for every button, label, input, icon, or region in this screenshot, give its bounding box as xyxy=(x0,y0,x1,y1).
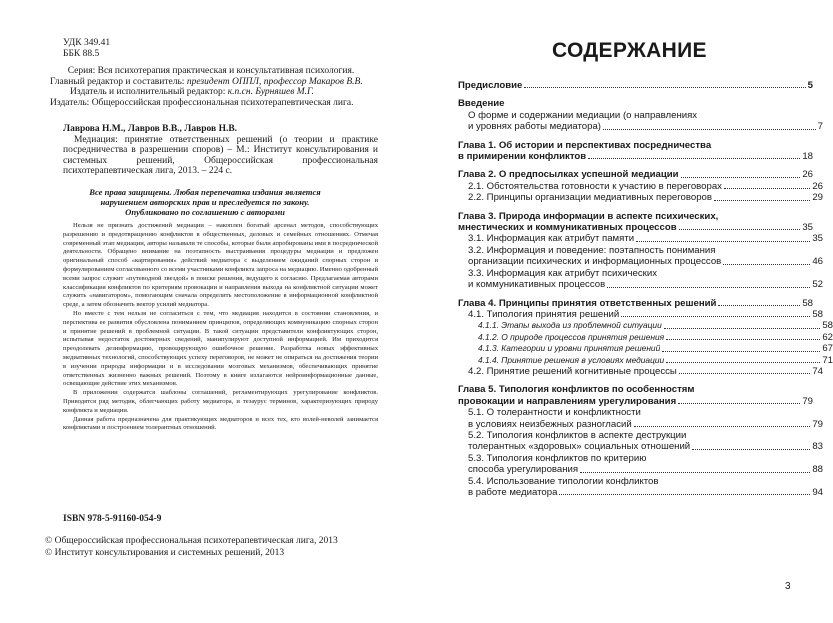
leader-dots xyxy=(662,351,820,352)
leader-dots xyxy=(714,200,810,201)
page-title: СОДЕРЖАНИЕ xyxy=(552,39,707,62)
abstract-paragraph: Данная работа предназначена для практикующих медиаторов и всех тех, кто волей-неволей занимается конфликтами и построением толерантных отношений. xyxy=(63,415,378,432)
toc-entry-chapter-4[interactable]: Глава 4. Принципы принятия ответственных решений 58 4.1. Типология принятия решений 58 4.1.1. Этапы выхода из проблемной ситуации 58 4.1.2. О природе процессов принятия решения 62 4.1.3. Категории и уровни принятия решений 67 4.1.4. Принятие решения в условиях медиации 71 4.2. Принятие решений когнитивные процессы 74 xyxy=(458,297,833,377)
toc-entry-chapter-3[interactable]: Глава 3. Природа информации в аспекте психических, мнестических и коммуникативных процессов 35 3.1. Информация как атрибут памяти 35 3.2. Информация и поведение: поэтапность понимания организации психических и информационных процессов 46 3.3. Информация как атрибут психических и коммуникативных процессов 52 xyxy=(458,210,823,291)
toc-entry-4-1-4[interactable]: 4.1.4. Принятие решения в условиях медиации 71 xyxy=(478,354,833,366)
leader-dots xyxy=(524,87,805,88)
chief-editor-line: Главный редактор и составитель: президент ОППЛ, профессор Макаров В.В. xyxy=(50,76,363,87)
leader-dots xyxy=(666,362,820,363)
leader-dots xyxy=(588,158,800,159)
leader-dots xyxy=(723,264,810,265)
toc-entry-chapter-2[interactable]: Глава 2. О предпосылках успешной медиации 26 2.1. Обстоятельства готовности к участию в переговорах 26 2.2. Принципы организации медиативных переговоров 29 xyxy=(458,169,823,204)
toc-entry-chapter-5[interactable]: Глава 5. Типология конфликтов по особенностям провокации и направлениям урегулирования 79 5.1. О толерантности и конфликтности в условиях неизбежных разногласий 79 5.2. Типология конфликтов в аспекте деструкции толерантных «здоровых» социальных отношений 83 5.3. Типология конфликтов по критерию способа урегулирования 88 5.4. Использование типологии конфликтов в работе медиатора 94 xyxy=(458,384,823,498)
toc-entry-5-2[interactable]: 5.2. Типология конфликтов в аспекте деструкции толерантных «здоровых» социальных отношений 83 xyxy=(468,429,823,453)
abstract-paragraph: Но вместе с тем нельзя не согласиться с тем, что медиация находится в состоянии становления, и перспектива ее развития обусловлена пониманием принципов, определяющих коммуникацию спорных сторон и принятие решений в проблемной ситуации. В такой ситуации представители конфликтующих сторон, испытывая недостаток достоверных сведений, манипулируют доступной информацией. Им приходится преодолевать дезинформацию, провоцирующую ошибочное решение. Разработка новых эффективных медиативных технологий, способствующих успеху переговоров, не может не опираться на достижения теории в изучении природы информации и в исследовании мозговых механизмов, обеспечивающих принятие ответственных жизненно важных решений. Поэтому в книге излагаются нейроинформационные данные, освещающие действие этих механизмов. xyxy=(63,309,378,388)
leader-dots xyxy=(607,287,810,288)
leader-dots xyxy=(724,188,810,189)
udk-code: УДК 349.41 xyxy=(63,38,111,48)
toc-entry-3-2[interactable]: 3.2. Информация и поведение: поэтапность понимания организации психических и информационных процессов 46 xyxy=(468,244,823,268)
toc-entry-4-1-3[interactable]: 4.1.3. Категории и уровни принятия решений 67 xyxy=(478,343,833,355)
toc-entry-chapter-1[interactable]: Глава 1. Об истории и перспективах посредничества в примирении конфликтов 18 xyxy=(458,139,813,163)
leader-dots xyxy=(718,305,800,306)
copyright: © Общероссийская профессиональная психотерапевтическая лига, 2013 © Институт консультирования и системных решений, 2013 xyxy=(45,536,338,558)
toc-entry-5-4[interactable]: 5.4. Использование типологии конфликтов в работе медиатора 94 xyxy=(468,475,823,498)
toc-entry-2-1[interactable]: 2.1. Обстоятельства готовности к участию в переговорах 26 xyxy=(468,180,823,192)
leader-dots xyxy=(678,403,800,404)
table-of-contents xyxy=(458,80,833,498)
page-number: 3 xyxy=(785,581,791,592)
isbn: ISBN 978-5-91160-054-9 xyxy=(63,514,162,524)
leader-dots xyxy=(559,494,810,495)
publisher-line: Издатель: Общероссийская профессиональная психотерапевтическая лига. xyxy=(50,97,354,108)
series-line: Серия: Вся психотерапия практическая и консультативная психология. xyxy=(67,66,355,76)
rights-notice: Все права защищены. Любая перепечатка издания является нарушением авторских прав и преследуется по закону. Опубликовано по соглашению с авторами xyxy=(89,187,321,217)
abstract-paragraph: Нельзя не признать достижений медиации – накоплен богатый арсенал методов, способствующих разрешению и предотвращению конфликтов в общественных, деловых и семейных отношениях. Отмечая современный этап медиации, авторы называли те способы, которые были апробированы ими в посреднической деятельности. Обращено внимание на поэтапность выстраивания процедуры медиации и предложен оригинальный способ «картирования» действий медиатора с выделением ожиданий спорных сторон и формулированием согласованного со всеми участниками конфликта запроса на медиацию. Именно одобренный всеми запрос служит «путеводной звездой» в поиске решения, ведущего к согласию. Предлагаемая авторами классификация конфликтов по критериям провокации и направления выхода на конфликтной ситуации может служить «навигатором», помогающим сначала определить местоположение в информационной конфликтной среде, а затем обозначить вектор усилий медиатора. xyxy=(63,222,378,309)
contents-page xyxy=(410,0,833,623)
leader-dots xyxy=(681,177,801,178)
leader-dots xyxy=(664,328,821,329)
series-info xyxy=(50,66,372,108)
toc-entry-4-1-2[interactable]: 4.1.2. О природе процессов принятия решения 62 xyxy=(478,331,833,343)
publisher-editor-line: Издатель и исполнительный редактор: к.п.сн. Бурняшев М.Г. xyxy=(70,87,315,98)
authors: Лаврова Н.М., Лавров В.В., Лавров Н.В. xyxy=(63,124,238,134)
toc-entry-preface[interactable]: Предисловие 5 xyxy=(458,80,813,91)
leader-dots xyxy=(636,241,810,242)
leader-dots xyxy=(580,472,810,473)
leader-dots xyxy=(634,426,811,427)
imprint-page xyxy=(0,0,410,623)
toc-entry-4-2[interactable]: 4.2. Принятие решений когнитивные процессы 74 xyxy=(468,365,823,377)
toc-entry-3-1[interactable]: 3.1. Информация как атрибут памяти 35 xyxy=(468,233,823,245)
toc-entry-5-3[interactable]: 5.3. Типология конфликтов по критерию способа урегулирования 88 xyxy=(468,452,823,476)
book-description: Медиация: принятие ответственных решений (о теории и практике посредничества в разрешении споров) – М.: Институт консультирования и системных решений, Общероссийская профессиональная психотерапевтическая лига, 2013. – 224 с. xyxy=(63,134,378,177)
toc-entry-4-1[interactable]: 4.1. Типология принятия решений 58 xyxy=(468,308,823,320)
leader-dots xyxy=(666,339,820,340)
classification-codes xyxy=(63,38,110,60)
toc-entry-3-3[interactable]: 3.3. Информация как атрибут психических и коммуникативных процессов 52 xyxy=(468,267,823,291)
abstract xyxy=(63,222,378,433)
leader-dots xyxy=(603,129,816,130)
toc-entry-2-2[interactable]: 2.2. Принципы организации медиативных переговоров 29 xyxy=(468,192,823,204)
leader-dots xyxy=(621,316,810,317)
bbk-code: ББК 88.5 xyxy=(63,49,100,59)
bibliographic-entry xyxy=(63,124,378,177)
leader-dots xyxy=(679,229,801,230)
toc-entry-4-1-1[interactable]: 4.1.1. Этапы выхода из проблемной ситуации 58 xyxy=(478,320,833,332)
toc-entry-introduction[interactable]: Введение О форме и содержании медиации (о направлениях и уровнях работы медиатора) 7 xyxy=(458,98,823,133)
leader-dots xyxy=(692,449,810,450)
abstract-paragraph: В приложении содержатся шаблоны соглашений, регламентирующих урегулирование конфликтов. Приводятся ряд методик, облегчающих работу медиатора, и тезаурус терминов, характеризующих природу конфликта и медиации. xyxy=(63,389,378,414)
leader-dots xyxy=(679,373,811,374)
toc-entry-5-1[interactable]: 5.1. О толерантности и конфликтности в условиях неизбежных разногласий 79 xyxy=(468,407,823,430)
